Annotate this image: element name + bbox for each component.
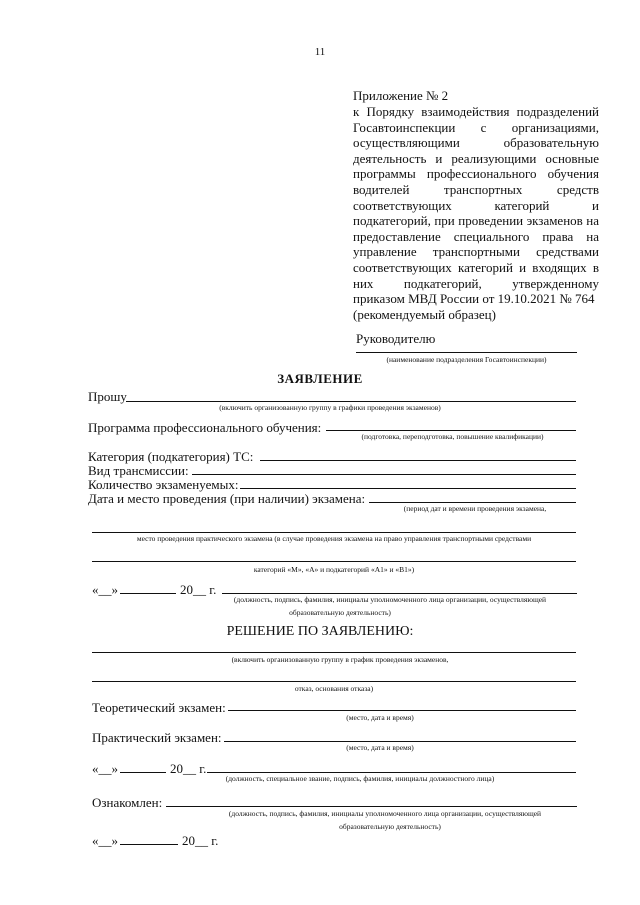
practical-place-caption: место проведения практического экзамена (в случае проведения экзамена на право управления транспортными средствами (136, 534, 532, 543)
addressee-label: Руководителю (356, 331, 436, 346)
request-caption: (включить организованную группу в графики проведения экзаменов) (219, 403, 441, 412)
decision-official-caption: (должность, специальное звание, подпись, фамилия, инициалы должностного лица) (225, 774, 495, 783)
practical-exam-caption: (место, дата и время) (346, 743, 414, 752)
date-place-line[interactable] (369, 502, 576, 503)
count-label: Количество экзаменуемых: (88, 477, 239, 492)
acknowledged-date-year: 20__ г. (182, 833, 219, 848)
date-place-label: Дата и место проведения (при наличии) экзамена: (88, 491, 366, 506)
transmission-line[interactable] (192, 474, 576, 475)
appendix-title: Приложение № 2 (353, 88, 449, 103)
decision-include-line[interactable] (92, 652, 576, 653)
count-line[interactable] (240, 488, 576, 489)
decision-date-month-line[interactable] (120, 772, 166, 773)
theory-exam-label: Теоретический экзамен: (92, 700, 226, 715)
acknowledged-caption-1: (должность, подпись, фамилия, инициалы уполномоченного лица организации, осуществляющей (228, 809, 542, 818)
request-date-day: «__» (92, 582, 118, 597)
request-date-month-line[interactable] (120, 593, 176, 594)
page-number: 11 (314, 46, 326, 58)
appendix-note: (рекомендуемый образец) (353, 306, 496, 322)
request-signature-caption-1: (должность, подпись, фамилия, инициалы уполномоченного лица организации, осуществляющей (233, 595, 547, 604)
categories-caption: категорий «М», «А» и подкатегорий «A1» и «B1») (253, 565, 415, 574)
decision-title: РЕШЕНИЕ ПО ЗАЯВЛЕНИЮ: (226, 624, 414, 639)
program-label: Программа профессионального обучения: (88, 420, 322, 435)
theory-exam-caption: (место, дата и время) (346, 713, 414, 722)
transmission-label: Вид трансмиссии: (88, 463, 189, 478)
program-caption: (подготовка, переподготовка, повышение квалификации) (361, 432, 544, 441)
acknowledged-date-day: «__» (92, 833, 118, 848)
form-title: ЗАЯВЛЕНИЕ (277, 371, 363, 386)
appendix-text (353, 104, 599, 322)
program-line[interactable] (326, 430, 576, 431)
practical-exam-label: Практический экзамен: (92, 730, 222, 745)
theory-exam-line[interactable] (228, 710, 576, 711)
acknowledged-caption-2: образовательную деятельность) (339, 822, 441, 831)
appendix-body: к Порядку взаимодействия подразделений Госавтоинспекции с организациями, осуществляющими образовательную деятельность и реализующими основные программы профессионального обучения водителей транспортных средств соответствующих категорий и подкатегорий, при проведении экзаменов на предоставление специального права на управление транспортными средствами соответствующих категорий и входящих в них подкатегорий, утвержденному приказом МВД России от 19.10.2021 № 764 (353, 104, 599, 307)
decision-refusal-caption: отказ, основания отказа) (294, 684, 374, 693)
request-label: Прошу (88, 389, 127, 404)
request-signature-caption-2: образовательную деятельность) (289, 608, 391, 617)
decision-refusal-line[interactable] (92, 681, 576, 682)
category-label: Категория (подкатегория) ТС: (88, 449, 254, 464)
decision-date-year: 20__ г. (170, 761, 207, 776)
date-place-caption: (период дат и времени проведения экзамена, (403, 504, 547, 513)
acknowledged-label: Ознакомлен: (92, 795, 163, 810)
practical-place-line[interactable] (92, 532, 576, 533)
decision-date-day: «__» (92, 761, 118, 776)
acknowledged-line[interactable] (166, 806, 577, 807)
acknowledged-date-month-line[interactable] (120, 844, 178, 845)
practical-exam-line[interactable] (224, 741, 576, 742)
addressee-caption: (наименование подразделения Госавтоинспекции) (386, 355, 547, 364)
categories-line[interactable] (92, 561, 576, 562)
request-signature-line[interactable] (222, 593, 577, 594)
request-line[interactable] (126, 401, 576, 402)
category-line[interactable] (260, 460, 576, 461)
decision-official-line[interactable] (207, 772, 576, 773)
addressee-line[interactable] (356, 352, 577, 353)
request-date-year: 20__ г. (180, 582, 217, 597)
decision-include-caption: (включить организованную группу в график проведения экзаменов, (231, 655, 449, 664)
